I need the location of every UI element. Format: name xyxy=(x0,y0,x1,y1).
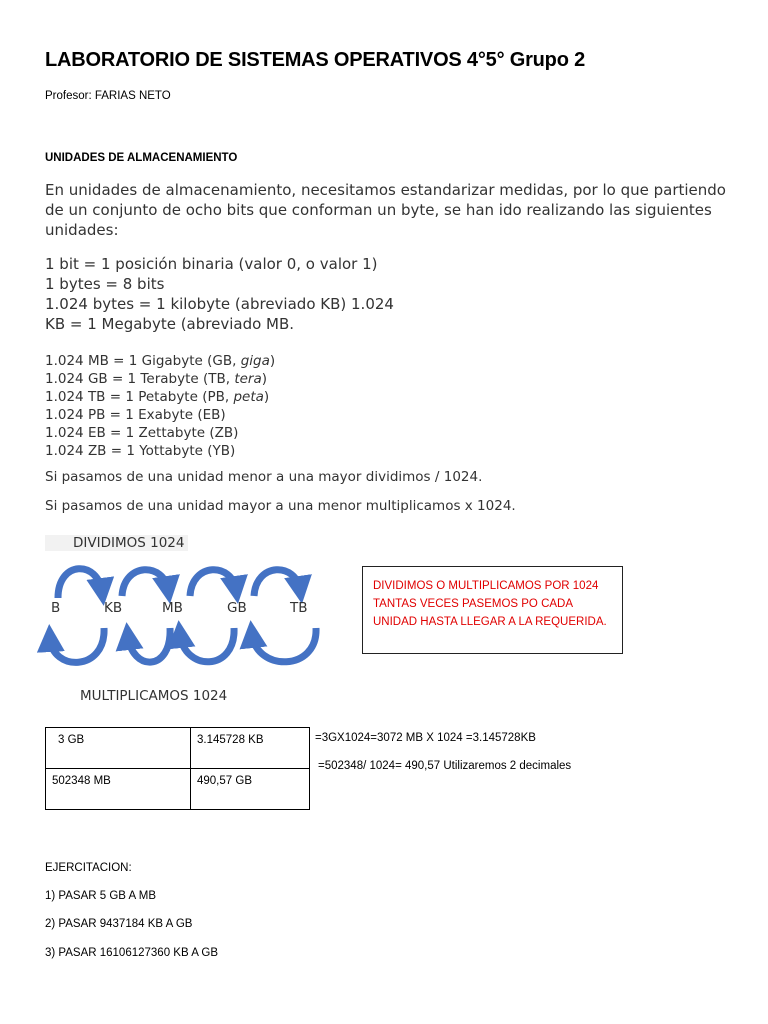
conversion-line: 1.024 EB = 1 Zettabyte (ZB) xyxy=(45,425,239,441)
curved-arrow-icon xyxy=(254,570,300,596)
unit-line: KB = 1 Megabyte (abreviado MB. xyxy=(45,315,295,333)
conversion-line: 1.024 TB = 1 Petabyte (PB, peta) xyxy=(45,389,270,405)
exercise-item: 1) PASAR 5 GB A MB xyxy=(45,890,156,902)
table-cell: 3.145728 KB xyxy=(191,728,310,769)
conversion-line: 1.024 GB = 1 Terabyte (TB, tera) xyxy=(45,371,268,387)
curved-arrow-icon xyxy=(180,628,234,662)
multiply-label: MULTIPLICAMOS 1024 xyxy=(80,688,228,704)
conversion-table xyxy=(45,727,310,810)
table-cell: 502348 MB xyxy=(46,769,191,810)
calculation-line: =502348/ 1024= 490,57 Utilizaremos 2 decimales xyxy=(318,760,572,772)
curved-arrow-icon xyxy=(58,569,102,598)
multiply-arrows xyxy=(50,628,316,662)
divide-label: DIVIDIMOS 1024 xyxy=(45,535,188,551)
curved-arrow-icon xyxy=(50,628,104,662)
conversion-line: 1.024 PB = 1 Exabyte (EB) xyxy=(45,407,226,423)
calculation-line: =3GX1024=3072 MB X 1024 =3.145728KB xyxy=(315,732,536,744)
note-line: UNIDAD HASTA LLEGAR A LA REQUERIDA. xyxy=(373,616,607,628)
note-line: TANTAS VECES PASEMOS PO CADA xyxy=(373,598,574,610)
unit-label-b: B xyxy=(51,600,61,616)
unit-label-mb: MB xyxy=(162,600,183,616)
curved-arrow-icon xyxy=(122,570,168,596)
conversion-line: 1.024 ZB = 1 Yottabyte (YB) xyxy=(45,443,236,459)
note-box xyxy=(362,566,623,654)
exercises-heading: EJERCITACION: xyxy=(45,862,132,874)
note-line: DIVIDIMOS O MULTIPLICAMOS POR 1024 xyxy=(373,580,599,592)
curved-arrow-icon xyxy=(252,628,316,662)
professor-line: Profesor: FARIAS NETO xyxy=(45,90,171,102)
curved-arrow-icon xyxy=(128,628,170,662)
table-cell: 3 GB xyxy=(46,728,191,769)
conversion-line: 1.024 MB = 1 Gigabyte (GB, giga) xyxy=(45,353,276,369)
divide-rule: Si pasamos de una unidad menor a una mayor dividimos / 1024. xyxy=(45,469,483,485)
table-row xyxy=(46,769,310,810)
unit-label-kb: KB xyxy=(104,600,123,616)
exercise-item: 3) PASAR 16106127360 KB A GB xyxy=(45,947,219,959)
table-cell: 490,57 GB xyxy=(191,769,310,810)
divide-arrows xyxy=(58,569,300,598)
section-heading: UNIDADES DE ALMACENAMIENTO xyxy=(45,152,238,164)
document-title: LABORATORIO DE SISTEMAS OPERATIVOS 4°5° Grupo 2 xyxy=(45,49,585,71)
unit-label-tb: TB xyxy=(290,600,308,616)
curved-arrow-icon xyxy=(190,570,236,596)
unit-line: 1.024 bytes = 1 kilobyte (abreviado KB) 1.024 xyxy=(45,295,394,313)
table-row xyxy=(46,728,310,769)
exercise-item: 2) PASAR 9437184 KB A GB xyxy=(45,918,193,930)
unit-line: 1 bit = 1 posición binaria (valor 0, o valor 1) xyxy=(45,255,378,273)
unit-line: 1 bytes = 8 bits xyxy=(45,275,165,293)
unit-label-gb: GB xyxy=(227,600,247,616)
intro-paragraph: En unidades de almacenamiento, necesitamos estandarizar medidas, por lo que partiendo de un conjunto de ocho bits que conforman un byte, se han ido realizando las siguientes unidades: xyxy=(45,181,726,239)
multiply-rule: Si pasamos de una unidad mayor a una menor multiplicamos x 1024. xyxy=(45,498,516,514)
